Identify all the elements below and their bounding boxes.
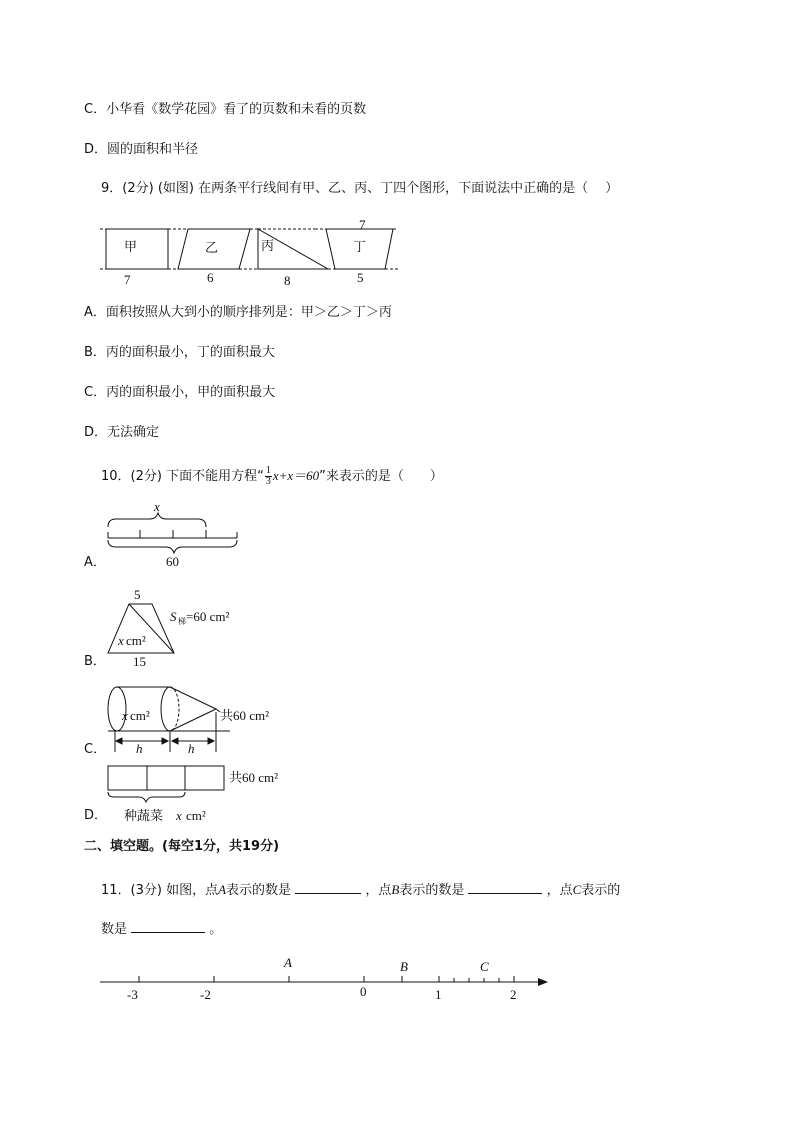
q10-option-a-letter: A． xyxy=(84,555,106,570)
shape-bing-base: 8 xyxy=(284,273,291,288)
b-inner-var: x xyxy=(118,633,124,648)
b-inner-unit: cm² xyxy=(126,633,146,648)
q10-equation: x+x＝60 xyxy=(272,468,320,483)
tick-label-0: 0 xyxy=(360,984,367,999)
shape-bing-label: 丙 xyxy=(261,238,275,253)
axis-arrow xyxy=(538,978,548,986)
q11-text-f: 表示的 xyxy=(581,883,621,898)
b-area-label: S xyxy=(170,609,177,624)
b-top-label: 5 xyxy=(134,587,141,602)
a-var-label: x xyxy=(154,499,160,514)
a-total-label: 60 xyxy=(166,554,179,569)
q11-point-b: B xyxy=(391,882,400,897)
tick-label-2: 2 xyxy=(510,987,517,1002)
q10-option-d-letter: D． xyxy=(84,808,108,823)
shape-ding-top: 7 xyxy=(359,217,366,232)
q9-option-d: D．无法确定 xyxy=(84,425,160,440)
c-inner-var: x xyxy=(122,708,128,723)
d-caption: 种蔬菜 xyxy=(124,808,164,823)
q9-stem: 9．(2分) (如图) 在两条平行线间有甲、乙、丙、丁四个图形，下面说法中正确的是（ ） xyxy=(101,181,619,196)
c-inner-unit: cm² xyxy=(130,708,150,723)
point-label-c: C xyxy=(480,959,489,974)
shape-jia-base: 7 xyxy=(124,272,131,287)
b-bottom-label: 15 xyxy=(133,654,146,669)
q10-option-b-letter: B． xyxy=(84,654,106,669)
q9-option-b: B．丙的面积最小，丁的面积最大 xyxy=(84,345,275,360)
q11-text-d: 表示的数是 xyxy=(399,883,465,898)
point-label-a: A xyxy=(284,955,292,970)
shape-jia-label: 甲 xyxy=(124,239,138,254)
q10-stem-before: 10．(2分) 下面不能用方程“ xyxy=(101,469,264,484)
c-h2-label: h xyxy=(188,741,195,756)
q11-text-h: 。 xyxy=(209,922,223,937)
q8-option-c: C．小华看《数学花园》看了的页数和未看的页数 xyxy=(84,102,367,117)
section-heading: 二、填空题。(每空1分，共19分) xyxy=(84,839,280,854)
q9-option-c: C．丙的面积最小，甲的面积最大 xyxy=(84,385,276,400)
q10-option-c-letter: C． xyxy=(84,742,107,757)
q11-point-c: C xyxy=(572,882,582,897)
b-area-value: =60 cm² xyxy=(186,609,230,624)
q11-text-c: ，点 xyxy=(365,883,392,898)
shape-ding-base: 5 xyxy=(357,270,364,285)
shape-ding-label: 丁 xyxy=(353,239,367,254)
d-caption-var: x xyxy=(176,808,182,823)
q11-point-a: A xyxy=(218,882,227,897)
q8-option-d: D．圆的面积和半径 xyxy=(84,142,199,157)
fraction-denominator: 3 xyxy=(265,476,271,487)
d-total-label: 共60 cm² xyxy=(229,770,279,785)
q11-text-e: ，点 xyxy=(546,883,573,898)
fraction-numerator: 1 xyxy=(265,465,271,476)
shape-yi-label: 乙 xyxy=(205,240,219,255)
q11-text-g: 数是 xyxy=(101,922,128,937)
c-h1-label: h xyxy=(136,741,143,756)
q11-text-b: 表示的数是 xyxy=(226,883,292,898)
point-label-b: B xyxy=(400,959,408,974)
tick-label-neg3: -3 xyxy=(127,987,138,1002)
q10-stem-after: ”来表示的是（ ） xyxy=(319,469,443,484)
d-caption-unit: cm² xyxy=(186,808,206,823)
tick-label-1: 1 xyxy=(435,987,442,1002)
q11-text-a: 11．(3分) 如图，点 xyxy=(101,883,219,898)
b-area-sub: 梯 xyxy=(178,617,186,626)
shape-yi-base: 6 xyxy=(207,270,214,285)
tick-label-neg2: -2 xyxy=(200,987,211,1002)
q9-option-a: A．面积按照从大到小的顺序排列是：甲＞乙＞丁＞丙 xyxy=(84,305,392,320)
c-total-label: 共60 cm² xyxy=(220,708,270,723)
